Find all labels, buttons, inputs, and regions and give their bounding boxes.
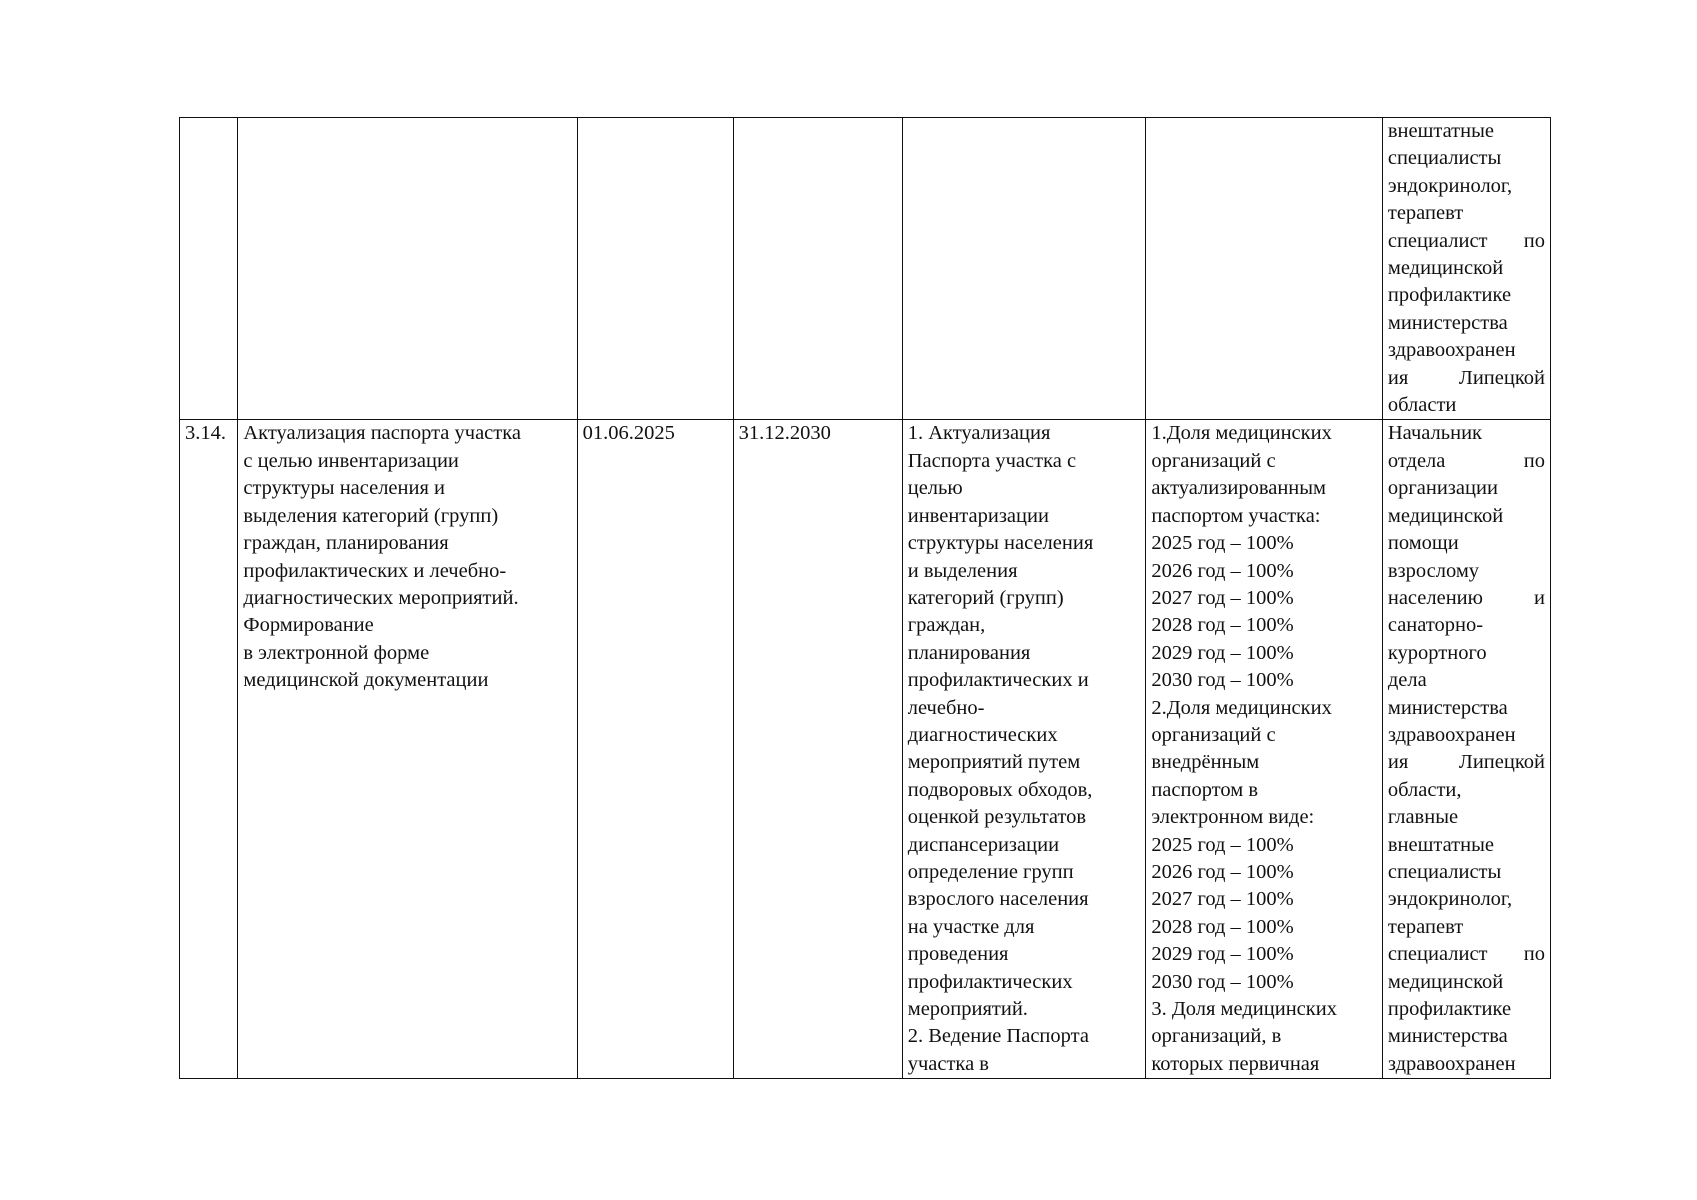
cell-text-line: министерства	[1387, 311, 1508, 334]
cell-start-date-empty	[577, 118, 733, 420]
cell-text-line: специалисты	[1387, 860, 1502, 883]
cell-text-line: 2028 год – 100%	[1151, 614, 1294, 637]
cell-text-line: структуры населения и	[243, 477, 446, 500]
cell-text-line: 2025 год – 100%	[1151, 833, 1294, 856]
cell-text-line: 3. Доля медицинских	[1151, 998, 1337, 1020]
cell-text-line: терапевт	[1387, 915, 1464, 938]
cell-number-empty	[180, 118, 238, 420]
cell-text-line: эндокринолог,	[1387, 888, 1513, 911]
cell-text-line: здравоохранен	[1387, 339, 1516, 362]
cell-text-line: 2030 год – 100%	[1151, 970, 1294, 993]
row-number: 3.14.	[185, 422, 226, 445]
cell-text-line: планирования	[907, 641, 1031, 664]
cell-text-line: помощи	[1387, 532, 1459, 555]
cell-start-date	[577, 420, 733, 1079]
cell-end-date	[733, 420, 902, 1079]
cell-text-line: категорий (групп)	[907, 586, 1064, 609]
cell-indicator-empty	[1146, 118, 1383, 420]
cell-result	[902, 420, 1146, 1079]
cell-end-date-empty	[733, 118, 902, 420]
cell-text-line: подворовых обходов,	[907, 778, 1093, 801]
cell-indicator	[1146, 420, 1383, 1079]
cell-text-line: проведения	[907, 943, 1009, 966]
cell-text-line: области	[1387, 394, 1457, 417]
cell-text-line: специалист по	[1387, 943, 1545, 966]
cell-text-line: дела	[1387, 669, 1427, 692]
cell-text-line: курортного	[1387, 641, 1487, 664]
cell-text-line: диагностических	[907, 723, 1058, 746]
cell-text-line: ия Липецкой	[1387, 366, 1545, 389]
cell-text-line: эндокринолог,	[1387, 174, 1513, 197]
cell-text-line: 2029 год – 100%	[1151, 943, 1294, 966]
cell-text-line: Начальник	[1387, 422, 1483, 445]
cell-text-line: медицинской документации	[243, 669, 489, 692]
cell-text-line: организации	[1387, 477, 1498, 500]
cell-text-line: 2029 год – 100%	[1151, 641, 1294, 664]
cell-text-line: электронном виде:	[1151, 806, 1315, 829]
cell-text-line: диагностических мероприятий.	[243, 586, 519, 609]
cell-text-line: 2027 год – 100%	[1151, 586, 1294, 609]
cell-text-line: определение групп	[907, 860, 1074, 883]
cell-result-empty	[902, 118, 1146, 420]
cell-text-line: организаций с	[1151, 449, 1276, 472]
cell-text-line: взрослому	[1387, 559, 1480, 582]
cell-text-line: профилактических и лечебно-	[243, 559, 507, 582]
cell-text-line: оценкой результатов	[907, 806, 1087, 829]
cell-text-line: медицинской	[1387, 970, 1504, 993]
cell-text-line: 2025 год – 100%	[1151, 532, 1294, 555]
cell-text-line: инвентаризации	[907, 504, 1049, 527]
cell-text-line: здравоохранен	[1387, 723, 1516, 746]
cell-text-line: актуализированным	[1151, 477, 1327, 500]
start-date: 01.06.2025	[582, 422, 675, 445]
cell-text-line: здравоохранен	[1387, 1052, 1516, 1075]
cell-text-line: участка в	[907, 1052, 989, 1075]
cell-text-line: профилактике	[1387, 284, 1512, 307]
responsible-lines	[1388, 118, 1545, 419]
result-lines	[908, 420, 1141, 1078]
cell-text-line: организаций, в	[1151, 1025, 1282, 1048]
cell-text-line: внештатные	[1387, 120, 1494, 142]
cell-text-line: профилактических и	[907, 669, 1089, 692]
cell-text-line: паспортом участка:	[1151, 504, 1321, 527]
cell-text-line: в электронной форме	[243, 641, 430, 664]
cell-text-line: лечебно-	[907, 696, 985, 719]
cell-row-number	[180, 420, 238, 1079]
cell-text-line: санаторно-	[1387, 614, 1484, 637]
cell-text-line: медицинской	[1387, 257, 1504, 280]
cell-text-line: 2026 год – 100%	[1151, 559, 1294, 582]
cell-text-line: Формирование	[243, 614, 374, 637]
cell-text-line: 2.Доля медицинских	[1151, 696, 1332, 719]
cell-text-line: диспансеризации	[907, 833, 1060, 856]
end-date: 31.12.2030	[738, 422, 831, 445]
cell-text-line: мероприятий.	[907, 998, 1028, 1020]
cell-text-line: министерства	[1387, 696, 1508, 719]
cell-text-line: мероприятий путем	[907, 751, 1081, 774]
responsible-lines	[1388, 420, 1545, 1078]
cell-text-line: 2030 год – 100%	[1151, 669, 1294, 692]
cell-text-line: Паспорта участка с	[907, 449, 1077, 472]
cell-text-line: ия Липецкой	[1387, 751, 1545, 774]
cell-text-line: специалисты	[1387, 147, 1502, 170]
cell-text-line: с целью инвентаризации	[243, 449, 459, 472]
indicator-lines	[1151, 420, 1377, 1078]
cell-text-line: структуры населения	[907, 532, 1094, 555]
cell-text-line: целью	[907, 477, 963, 500]
cell-text-line: 2027 год – 100%	[1151, 888, 1294, 911]
cell-text-line: профилактических	[907, 970, 1073, 993]
cell-text-line: 2. Ведение Паспорта	[907, 1025, 1089, 1048]
cell-text-line: внедрённым	[1151, 751, 1260, 774]
cell-text-line: специалист по	[1387, 229, 1545, 252]
cell-responsible-continuation	[1382, 118, 1550, 420]
cell-text-line: 1. Актуализация	[907, 422, 1051, 445]
cell-text-line: на участке для	[907, 915, 1035, 938]
cell-text-line: терапевт	[1387, 202, 1464, 225]
cell-text-line: граждан, планирования	[243, 532, 449, 555]
cell-text-line: области,	[1387, 778, 1462, 801]
cell-text-line: медицинской	[1387, 504, 1504, 527]
cell-text-line: отдела по	[1387, 449, 1545, 472]
cell-responsible	[1382, 420, 1550, 1079]
cell-text-line: которых первичная	[1151, 1052, 1320, 1075]
cell-activity-empty	[238, 118, 577, 420]
cell-text-line: внештатные	[1387, 833, 1494, 856]
table-row-3-14	[180, 420, 1551, 1079]
cell-text-line: министерства	[1387, 1025, 1508, 1048]
cell-text-line: Актуализация паспорта участка	[243, 422, 521, 445]
activity-lines	[243, 420, 571, 694]
cell-text-line: населению и	[1387, 586, 1545, 609]
cell-activity	[238, 420, 577, 1079]
cell-text-line: профилактике	[1387, 998, 1512, 1020]
cell-text-line: выделения категорий (групп)	[243, 504, 499, 527]
cell-text-line: взрослого населения	[907, 888, 1089, 911]
cell-text-line: главные	[1387, 806, 1459, 829]
cell-text-line: организаций с	[1151, 723, 1276, 746]
cell-text-line: 2028 год – 100%	[1151, 915, 1294, 938]
cell-text-line: 2026 год – 100%	[1151, 860, 1294, 883]
cell-text-line: паспортом в	[1151, 778, 1259, 801]
cell-text-line: граждан,	[907, 614, 986, 637]
cell-text-line: 1.Доля медицинских	[1151, 422, 1332, 445]
plan-table	[179, 117, 1551, 1079]
cell-text-line: и выделения	[907, 559, 1018, 582]
table-row-continuation	[180, 118, 1551, 420]
